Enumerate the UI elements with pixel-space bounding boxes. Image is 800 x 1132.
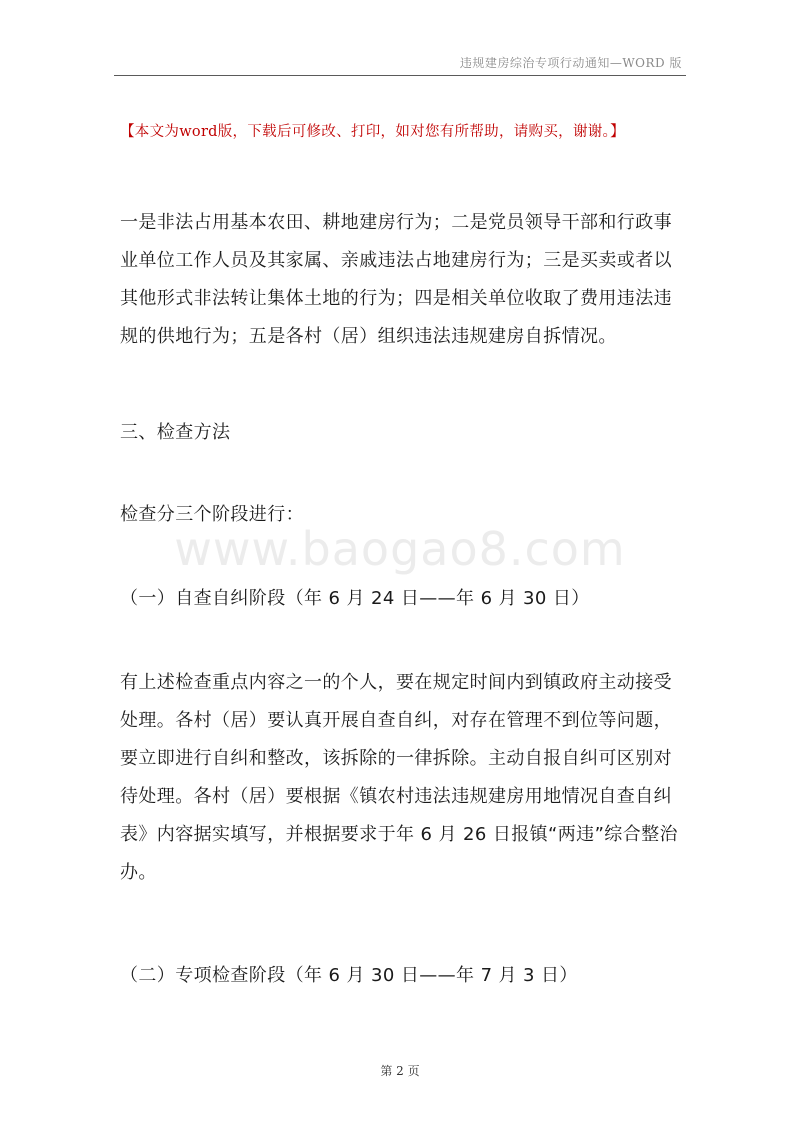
paragraph-line: 处理。各村（居）要认真开展自查自纠，对存在管理不到位等问题， [120,710,672,731]
paragraph-line: 业单位工作人员及其家属、亲戚违法占地建房行为；三是买卖或者以 [120,250,672,271]
paragraph-line: 有上述检查重点内容之一的个人，要在规定时间内到镇政府主动接受 [120,672,672,693]
self-check-paragraph [120,664,682,892]
watermark: www.baogao8.com [174,522,626,576]
stage-1-heading: （一）自查自纠阶段（年 6 月 24 日——年 6 月 30 日） [120,588,590,609]
paragraph-line: 其他形式非法转让集体土地的行为；四是相关单位收取了费用违法违 [120,288,672,309]
inspection-focus-paragraph [120,204,682,356]
stages-intro: 检查分三个阶段进行： [120,504,304,525]
section-heading-methods: 三、检查方法 [120,422,231,443]
paragraph-line: 待处理。各村（居）要根据《镇农村违法违规建房用地情况自查自纠 [120,786,672,807]
header-divider [114,75,686,76]
paragraph-line: 办。 [120,862,157,883]
page-number: 第 2 页 [380,1064,420,1078]
paragraph-line: 一是非法占用基本农田、耕地建房行为；二是党员领导干部和行政事 [120,212,672,233]
paragraph-line: 表》内容据实填写，并根据要求于年 6 月 26 日报镇“两违”综合整治 [120,824,678,845]
paragraph-line: 规的供地行为；五是各村（居）组织违法违规建房自拆情况。 [120,326,617,347]
download-notice: 【本文为word版，下载后可修改、打印，如对您有所帮助，请购买，谢谢。】 [120,124,625,140]
stage-2-heading: （二）专项检查阶段（年 6 月 30 日——年 7 月 3 日） [120,965,578,986]
paragraph-line: 要立即进行自纠和整改，该拆除的一律拆除。主动自报自纠可区别对 [120,748,672,769]
page-header-title: 违规建房综治专项行动通知—WORD 版 [459,56,682,70]
